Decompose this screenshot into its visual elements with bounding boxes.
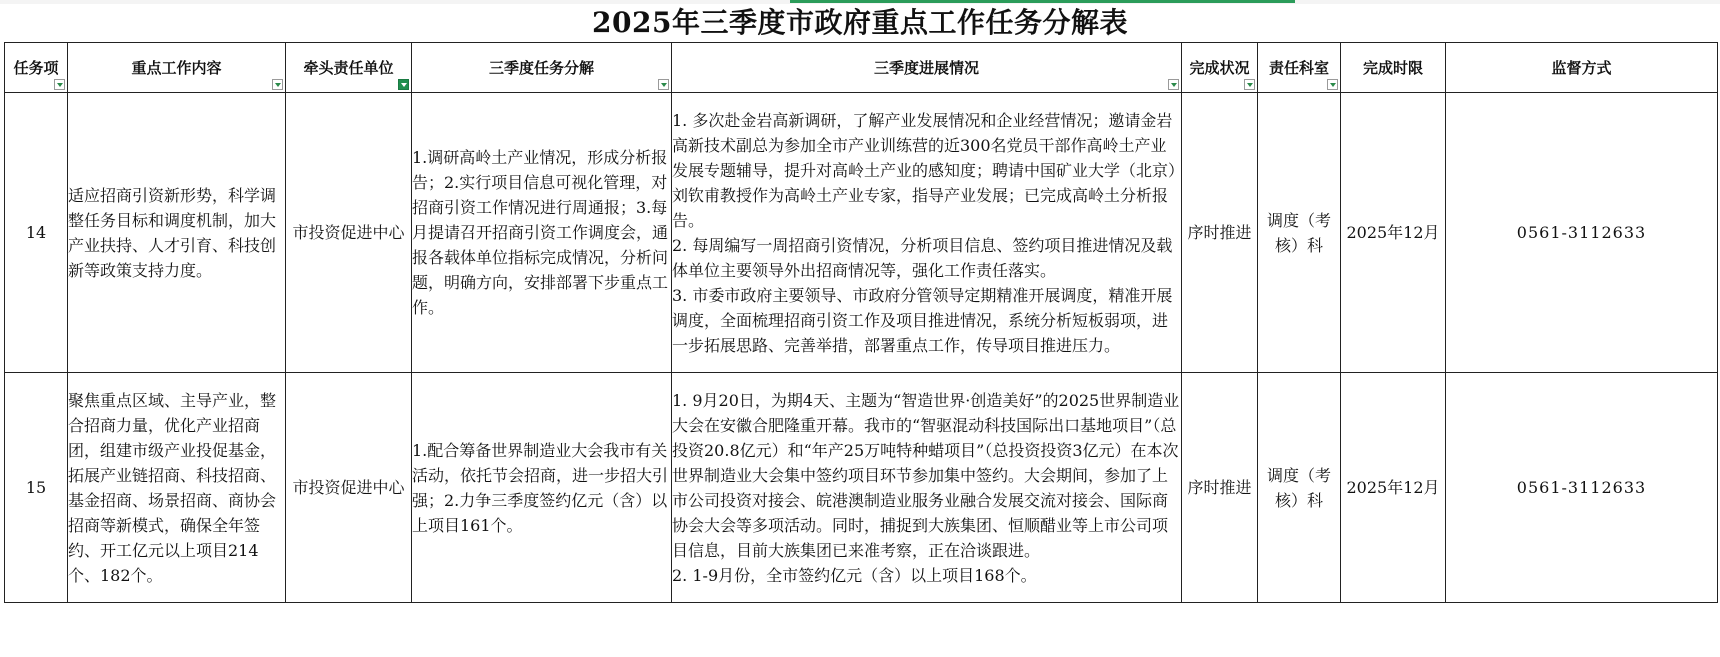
header-status[interactable]	[1182, 43, 1258, 93]
cell-supervision[interactable]: 0561-3112633	[1446, 93, 1718, 373]
cell-content[interactable]: 适应招商引资新形势，科学调整任务目标和调度机制，加大产业扶持、人才引育、科技创新等政策支持力度。	[68, 93, 286, 373]
table-row	[5, 373, 1718, 603]
filter-dropdown-icon[interactable]	[54, 79, 65, 90]
filter-dropdown-icon[interactable]	[1327, 79, 1338, 90]
filter-dropdown-icon[interactable]	[1168, 79, 1179, 90]
cell-lead-unit[interactable]: 市投资促进中心	[286, 93, 412, 373]
filter-dropdown-icon[interactable]	[658, 79, 669, 90]
selection-indicator	[790, 0, 1295, 3]
cell-tasks[interactable]: 1.配合筹备世界制造业大会我市有关活动，依托节会招商，进一步招大引强；2.力争三季度签约亿元（含）以上项目161个。	[412, 373, 672, 603]
cell-deadline[interactable]: 2025年12月	[1341, 373, 1446, 603]
cell-task-id[interactable]: 14	[5, 93, 68, 373]
page-title: 2025年三季度市政府重点工作任务分解表	[592, 6, 1128, 39]
cell-dept[interactable]: 调度（考核）科	[1258, 93, 1341, 373]
header-task-id[interactable]	[5, 43, 68, 93]
header-tasks[interactable]	[412, 43, 672, 93]
cell-lead-unit[interactable]: 市投资促进中心	[286, 373, 412, 603]
header-content[interactable]	[68, 43, 286, 93]
cell-supervision[interactable]: 0561-3112633	[1446, 373, 1718, 603]
cell-tasks[interactable]: 1.调研高岭土产业情况，形成分析报告；2.实行项目信息可视化管理，对招商引资工作情况进行周通报；3.每月提请召开招商引资工作调度会，通报各载体单位指标完成情况，分析问题，明确方向，安排部署下步重点工作。	[412, 93, 672, 373]
header-label: 三季度任务分解	[488, 59, 594, 77]
cell-progress[interactable]	[672, 373, 1182, 603]
cell-content[interactable]: 聚焦重点区域、主导产业，整合招商力量，优化产业招商团，组建市级产业投促基金，拓展产业链招商、科技招商、基金招商、场景招商、商协会招商等新模式，确保全年签约、开工亿元以上项目214个、182个。	[68, 373, 286, 603]
cell-dept[interactable]: 调度（考核）科	[1258, 373, 1341, 603]
header-label: 责任科室	[1268, 59, 1329, 77]
header-row	[5, 43, 1718, 93]
header-label: 三季度进展情况	[873, 59, 979, 77]
progress-item: 1. 9月20日，为期4天、主题为“智造世界·创造美好”的2025世界制造业大会在安徽合肥隆重开幕。我市的“智驱混动科技国际出口基地项目”（总投资20.8亿元）和“年产25万吨特种蜡项目”（总投资投资3亿元）在本次世界制造业大会集中签约项目环节参加集中签约。大会期间，参加了上市公司投资对接会、皖港澳制造业服务业融合发展交流对接会、国际商协会大会等多项活动。同时，捕捉到大族集团、恒顺醋业等上市公司项目信息，目前大族集团已来准考察，正在洽谈跟进。	[672, 390, 1180, 560]
filter-dropdown-icon[interactable]	[272, 79, 283, 90]
header-dept[interactable]	[1258, 43, 1341, 93]
progress-item: 2. 每周编写一周招商引资情况，分析项目信息、签约项目推进情况及载体单位主要领导外出招商情况等，强化工作责任落实。	[672, 235, 1173, 280]
header-label: 牵头责任单位	[303, 59, 394, 77]
cell-deadline[interactable]: 2025年12月	[1341, 93, 1446, 373]
cell-progress[interactable]	[672, 93, 1182, 373]
header-progress[interactable]	[672, 43, 1182, 93]
cell-status[interactable]: 序时推进	[1182, 93, 1258, 373]
header-deadline[interactable]	[1341, 43, 1446, 93]
progress-item: 2. 1-9月份，全市签约亿元（含）以上项目168个。	[672, 565, 1037, 585]
table-row	[5, 93, 1718, 373]
cell-status[interactable]: 序时推进	[1182, 373, 1258, 603]
progress-item: 3. 市委市政府主要领导、市政府分管领导定期精准开展调度，精准开展调度，全面梳理招商引资工作及项目推进情况，系统分析短板弱项，进一步拓展思路、完善举措，部署重点工作，传导项目推进压力。	[672, 285, 1173, 355]
cell-task-id[interactable]: 15	[5, 373, 68, 603]
header-label: 完成时限	[1362, 59, 1423, 77]
progress-item: 1. 多次赴金岩高新调研，了解产业发展情况和企业经营情况；邀请金岩高新技术副总为参加全市产业训练营的近300名党员干部作高岭土产业发展专题辅导，提升对高岭土产业的感知度；聘请中国矿业大学（北京）刘钦甫教授作为高岭土产业专家，指导产业发展；已完成高岭土分析报告。	[672, 110, 1177, 230]
filter-dropdown-icon[interactable]	[1244, 79, 1255, 90]
header-lead-unit[interactable]	[286, 43, 412, 93]
filter-active-icon[interactable]	[398, 79, 409, 90]
header-label: 重点工作内容	[131, 59, 222, 77]
header-supervision[interactable]	[1446, 43, 1718, 93]
header-label: 完成状况	[1189, 59, 1250, 77]
task-table	[4, 42, 1718, 603]
header-label: 任务项	[13, 59, 59, 77]
header-label: 监督方式	[1551, 59, 1612, 77]
